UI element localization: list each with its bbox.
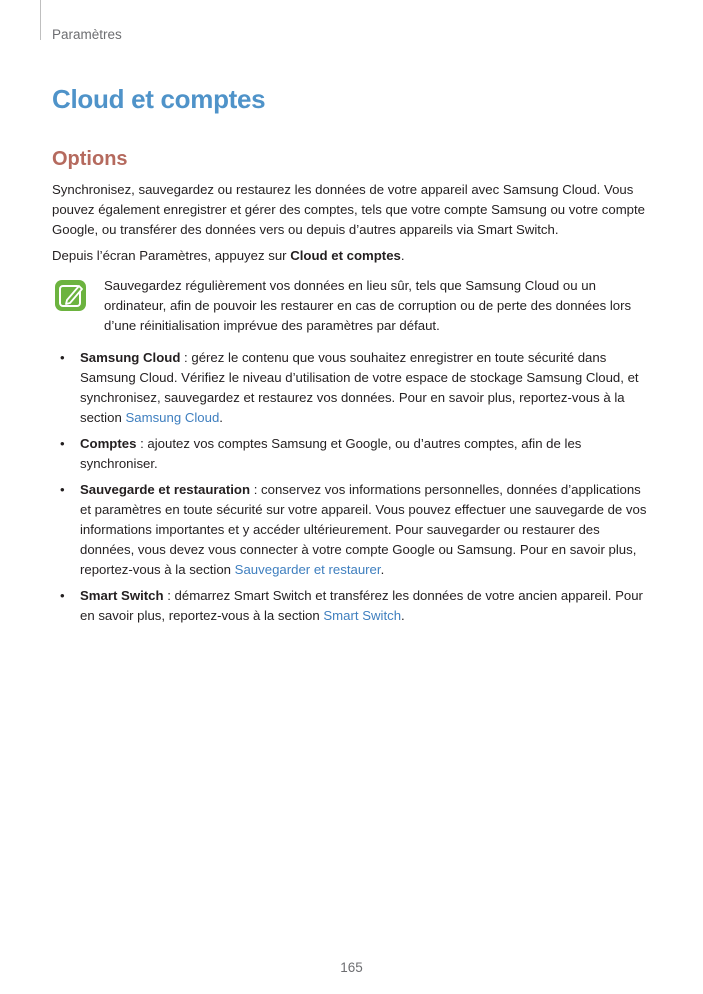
note-text: Sauvegardez régulièrement vos données en lieu sûr, tels que Samsung Cloud ou un ordinateur, afin de pouvoir les restaurer en cas de corruption ou de perte des données lors d’une réinitialisation imprévue des paramètres par défaut.	[104, 278, 632, 333]
note-pencil-icon	[54, 279, 87, 312]
instruction-prefix: Depuis l’écran Paramètres, appuyez sur	[52, 248, 291, 263]
bullet: •	[60, 588, 65, 603]
bullet: •	[60, 482, 65, 497]
options-list	[52, 348, 648, 626]
list-item	[52, 434, 648, 474]
item-description: : conservez vos informations personnelles, données d’applications et paramètres en toute sécurité sur votre appareil. Vous pouvez effectuer une sauvegarde de vos informations importantes et y accéder ultérieurement. Pour sauvegarder ou restaurer des données, vous devez vous connecter à votre compte Google ou Samsung. Pour en savoir plus, reportez-vous à la section	[80, 482, 647, 577]
instruction-suffix: .	[400, 248, 405, 263]
item-term: Sauvegarde et restauration	[80, 482, 251, 497]
link-sauvegarder-restaurer[interactable]: Sauvegarder et restaurer	[234, 562, 381, 577]
list-item	[52, 480, 648, 580]
page-title: Cloud et comptes	[52, 84, 266, 114]
header-rule	[40, 0, 41, 40]
list-item	[52, 586, 648, 626]
item-end: .	[401, 608, 405, 623]
page-number: 165	[340, 960, 363, 975]
item-term: Smart Switch	[80, 588, 164, 603]
section-subheading: Options	[52, 148, 128, 170]
item-description: : gérez le contenu que vous souhaitez enregistrer en toute sécurité dans Samsung Cloud. Vérifiez le niveau d’utilisation de votre espace de stockage Samsung Cloud, et synchronisez, sauvegardez et restaurez vos données. Pour en savoir plus, reportez-vous à la section	[80, 350, 639, 425]
bullet: •	[60, 436, 65, 451]
link-samsung-cloud[interactable]: Samsung Cloud	[125, 410, 220, 425]
item-description: : démarrez Smart Switch et transférez les données de votre ancien appareil. Pour en savoir plus, reportez-vous à la section	[80, 588, 643, 623]
instruction-menu-path: Cloud et comptes	[290, 248, 401, 263]
item-term: Samsung Cloud	[80, 350, 181, 365]
item-end: .	[380, 562, 385, 577]
instruction-paragraph	[52, 246, 648, 266]
list-item	[52, 348, 648, 428]
item-description: : ajoutez vos comptes Samsung et Google, ou d’autres comptes, afin de les synchroniser.	[80, 436, 582, 471]
link-smart-switch[interactable]: Smart Switch	[323, 608, 402, 623]
item-end: .	[219, 410, 223, 425]
intro-paragraph: Synchronisez, sauvegardez ou restaurez les données de votre appareil avec Samsung Cloud. Vous pouvez également enregistrer et gérer des comptes, tels que votre compte Samsung ou votre compte Google, ou transférer des données vers ou depuis d’autres appareils via Smart Switch.	[52, 182, 646, 237]
item-term: Comptes	[80, 436, 137, 451]
main-content	[52, 180, 648, 632]
bullet: •	[60, 350, 65, 365]
running-header: Paramètres	[52, 27, 122, 42]
note-box	[52, 276, 648, 336]
